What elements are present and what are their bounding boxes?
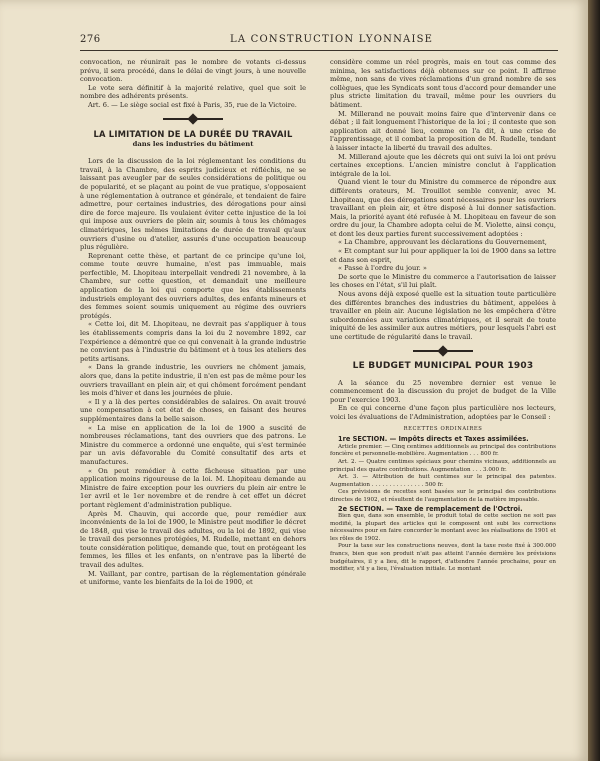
body-paragraph: Reprenant cette thèse, et partant de ce principe qu'une loi, comme toute œuvre humaine, n'est pas immuable, mais perfectible, M. Lhopiteau interpellait vendredi 21 novembre, à la Chambre, sur cette question, et demandait une meilleure application de la loi qui comporte que les établissements industriels employant des ouvriers adultes, des enfants mineurs et des femmes soient soumis uniquement au régime des ouvriers protégés. bbox=[80, 251, 306, 320]
intro-paragraph: Art. 6. — Le siège social est fixé à Paris, 35, rue de la Victoire. bbox=[88, 100, 297, 109]
section-ornament bbox=[163, 118, 223, 120]
body-paragraph: « La mise en application de la loi de 1900 a suscité de nombreuses réclamations, tant des ouvriers que des patrons. Le Ministre du commerce a ordonné une enquête, qui s'est terminée par un avis défavorable du Comité consultatif des arts et manufactures. bbox=[80, 423, 306, 466]
body-paragraph: considère comme un réel progrès, mais en tout cas comme des minima, les satisfactions déjà obtenues sur ce point. Il affirme même, non sans de vives réclamations d'un grand nombre de ses collègues, que les Syndicats sont tous d'accord pour demander une plus stricte limitation du travail, même pour les ouvriers du bâtiment. bbox=[330, 58, 556, 109]
body-paragraph: Lors de la discussion de la loi réglementant les conditions du travail, à la Chambre, des esprits judicieux et réfléchis, ne se laissant pas aveugler par de seules considérations de politique ou de popularité, et se plaçant au point de vue pratique, s'opposaient à une réglementation à outrance et générale, et tendaient de faire admettre, pour certaines industries, des dérogations pour ainsi dire de force majeure. Ils voulaient éviter cette injustice de la loi qui impose aux ouvriers de plein air, soumis à tous les chômages climatériques, les mêmes limitations de durée de travail qu'aux ouvriers d'usine ou d'atelier, assurés d'une occupation beaucoup plus régulière. bbox=[80, 157, 306, 252]
running-header bbox=[80, 34, 558, 50]
intro-paragraph: convocation, ne réunirait pas le nombre de votants ci-dessus prévu, il sera procédé, dans le délai de vingt jours, à une nouvelle convocation. bbox=[80, 58, 306, 84]
section-heading bbox=[330, 505, 556, 514]
journal-title: LA CONSTRUCTION LYONNAISE bbox=[230, 34, 434, 45]
body-paragraph: « On peut remédier à cette fâcheuse situation par une application moins rigoureuse de la loi. M. Lhopiteau demande au Ministre de faire exception pour les ouvriers du plein air entre le 1er avril et le 1er novembre et de rendre à cet effet un décret portant règlement d'administration publique. bbox=[80, 466, 306, 509]
body-paragraph: M. Millerand ajoute que les décrets qui ont suivi la loi ont prévu certaines exceptions. L'ancien ministre conclut à l'application intégrale de la loi. bbox=[330, 152, 556, 178]
header-rule bbox=[80, 50, 558, 51]
intro-paragraph: Le vote sera définitif à la majorité relative, quel que soit le nombre des adhérents présents. bbox=[80, 83, 306, 101]
budget-item: Ces prévisions de recettes sont basées sur le principal des contributions directes de 1902, et résultent de l'augmentation de la matière imposable. bbox=[330, 489, 556, 503]
budget-item: Pour la taxe sur les constructions neuves, dont la taxe reste fixé à 300.000 francs, bien que son produit n'ait pas atteint l'année dernière les prévisions budgétaires, il y a lieu, dit le rapport, d'attendre l'année prochaine, pour en modifier, s'il y a lieu, l'évaluation initiale. Le montant bbox=[330, 543, 556, 573]
recettes-label: RECETTES ORDINAIRES bbox=[403, 425, 483, 432]
body-paragraph: « Il y a là des pertes considérables de salaires. On avait trouvé une compensation à cet état de choses, en faisant des heures supplémentaires dans la belle saison. bbox=[80, 397, 306, 423]
body-paragraph: Quand vient le tour du Ministre du commerce de répondre aux différents orateurs, M. Trouillot semble convenir, avec M. Lhopiteau, que des dérogations sont nécessaires pour les ouvriers travaillant en plein air, et être disposé à lui donner satisfaction. Mais, la priorité ayant été refusée à M. Lhopiteau en faveur de son ordre du jour, la Chambre adopta celui de M. Violette, ainsi conçu, et dont les deux parties furent successivement adoptées : bbox=[330, 178, 556, 238]
book-binding-edge bbox=[588, 0, 600, 761]
budget-paragraph: A la séance du 25 novembre dernier est venue le commencement de la discussion du projet de budget de la Ville pour l'exercice 1903. bbox=[330, 378, 556, 404]
budget-paragraph: En ce qui concerne d'une façon plus particulière nos lecteurs, voici les évaluations de l'Administration, adoptées par le Conseil : bbox=[330, 404, 556, 421]
body-paragraph: « Dans la grande industrie, les ouvriers ne chôment jamais, alors que, dans la petite industrie, il n'en est pas de même pour les ouvriers travaillant en plein air, et qui chôment forcément pendant les mois d'hiver et dans les journées de pluie. bbox=[80, 363, 306, 398]
budget-item: Art. 2. — Quatre centimes spéciaux pour chemins vicinaux, additionnels au principal des quatre contributions. Augmentation . . . 3.000 fr. bbox=[330, 458, 556, 473]
body-paragraph: « La Chambre, approuvant les déclarations du Gouvernement, bbox=[338, 238, 547, 247]
section2-title: 2e SECTION. — Taxe de remplacement de l'Octroi. bbox=[338, 504, 523, 513]
body-paragraph: Après M. Chauvin, qui accorde que, pour remédier aux inconvénients de la loi de 1900, le Ministre peut modifier le décret de 1848, qui vise le travail des adultes, ou la loi de 1892, qui vise le travail des personnes protégées, M. Rudelle, mettant en dehors toute considération politique, demande que, tout en protégeant les femmes, les filles et les enfants, on n'entrave pas la liberté de travail des adultes. bbox=[80, 509, 306, 570]
body-paragraph: M. Millerand ne pouvait moins faire que d'intervenir dans ce débat ; il fait longuement l'historique de la loi ; il conteste que son application ait donné lieu, comme on l'a dit, à une crise de l'apprentissage, et il combat la proposition de M. Rudelle, tendant à laisser intacte la liberté du travail des adultes. bbox=[330, 109, 556, 152]
body-paragraph: « Et comptant sur lui pour appliquer la loi de 1900 dans sa lettre et dans son esprit, bbox=[330, 247, 556, 264]
article-title: LA LIMITATION DE LA DURÉE DU TRAVAIL bbox=[93, 128, 293, 139]
section1-title: 1re SECTION. — Impôts directs et Taxes assimilées. bbox=[338, 435, 529, 444]
left-column bbox=[80, 58, 306, 587]
budget-title: LE BUDGET MUNICIPAL POUR 1903 bbox=[352, 360, 534, 371]
section-heading bbox=[330, 435, 556, 444]
body-paragraph: M. Vaillant, par contre, partisan de la réglementation générale et uniforme, vante les bienfaits de la loi de 1900, et bbox=[80, 569, 306, 587]
body-paragraph: « Cette loi, dit M. Lhopiteau, ne devrait pas s'appliquer à tous les établissements compris dans la loi du 2 novembre 1892, car l'expérience a démontré que ce qui convenait à la grande industrie ne convient pas à l'industrie du bâtiment et à tous les ateliers des petits artisans. bbox=[80, 320, 306, 363]
right-column bbox=[330, 58, 556, 574]
page-number: 276 bbox=[80, 34, 101, 45]
budget-item: Article premier. — Cinq centimes additionnels au principal des contributions foncière et personnelle-mobilière. Augmentation . . . 800 fr. bbox=[330, 443, 556, 458]
body-paragraph: De sorte que le Ministre du commerce a l'autorisation de laisser les choses en l'état, s'il lui plaît. bbox=[330, 272, 556, 290]
body-paragraph: Nous avons déjà exposé quelle est la situation toute particulière des différentes branches des industries du bâtiment, appelées à travailler en plein air. Aucune législation ne les empêchera d'être subordonnées aux variations climatériques, et il serait de toute iniquité de les assimiler aux autres métiers, pour lesquels l'abri est une certitude de régularité dans le travail. bbox=[330, 290, 556, 341]
budget-item: Art. 3. — Attribution de huit centimes sur le principal des patentes. Augmentation . . . . . . . . . . . . . . . 500 fr. bbox=[330, 474, 556, 488]
budget-item: Bien que, dans son ensemble, le produit total de cette section ne soit pas modifié, la plupart des articles qui le composent ont subi les corrections nécessaires pour en faire concorder le montant avec les réalisations de 1901 et les rôles de 1902. bbox=[330, 513, 556, 542]
section-ornament bbox=[413, 350, 473, 352]
body-paragraph: « Passe à l'ordre du jour. » bbox=[338, 264, 427, 273]
article-subtitle: dans les industries du bâtiment bbox=[132, 139, 254, 148]
